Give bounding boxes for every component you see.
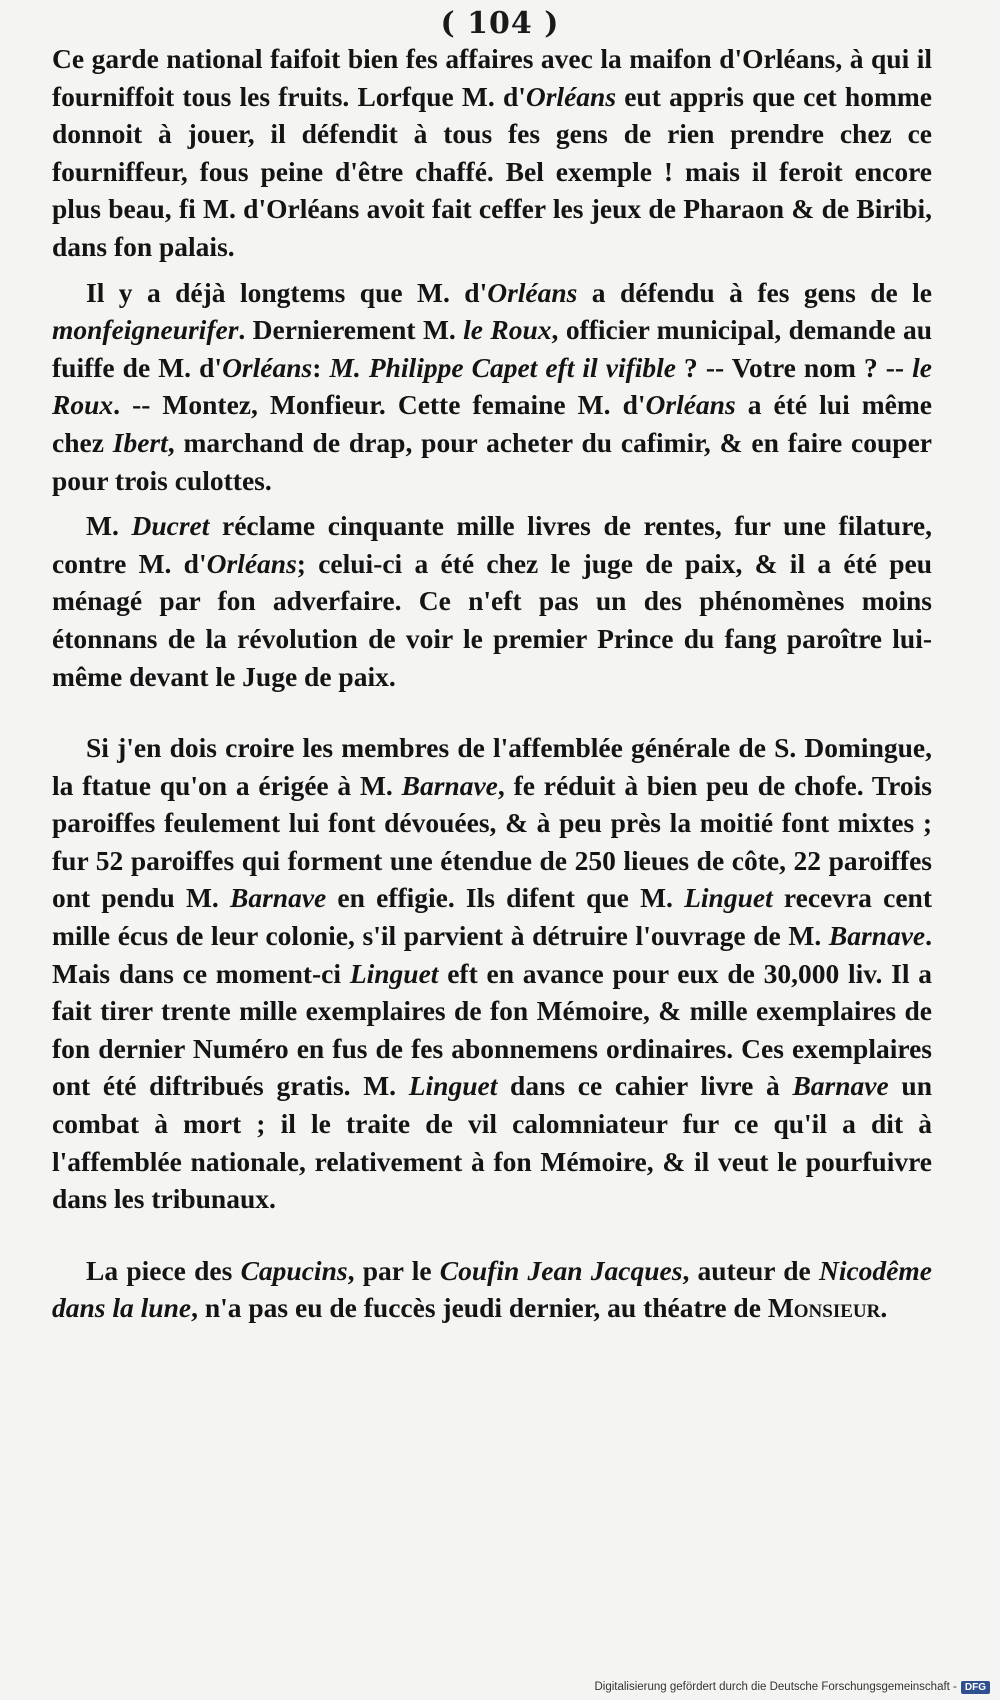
italic-run: Orléans bbox=[487, 276, 578, 308]
italic-run: Barnave bbox=[229, 882, 327, 914]
italic-run: Barnave bbox=[401, 769, 498, 801]
italic-run: Ibert bbox=[112, 426, 168, 458]
paragraph-3 bbox=[52, 507, 932, 695]
text-run: . Mais dans ce moment-ci bbox=[52, 920, 932, 989]
text-run: . bbox=[880, 1292, 888, 1324]
italic-run: Barnave bbox=[828, 920, 926, 952]
italic-run: le Roux bbox=[52, 351, 932, 421]
text-run: eut appris que cet homme donnoit à jouer, il défendit à tous fes gens de rien prendre chez ce fourniffeur, fous peine d'être chaffé. Bel exemple ! mais il feroit encore plus beau, fi M. d'Orléans avoit fait ceffer les jeux de Pharaon & de Biribi, dans fon palais. bbox=[52, 80, 932, 262]
text-run: eft en avance pour eux de 30,000 liv. Il a fait tirer trente mille exemplaires de fon Mémoire, & mille exemplaires de fon dernier Numéro en fus de fes abonnemens ordinaires. Ces exemplaires ont été diftribués gratis. M. bbox=[52, 957, 932, 1102]
text-run: Il y a déjà longtems que M. d' bbox=[86, 276, 488, 308]
text-run: . Dernierement M. bbox=[238, 314, 464, 346]
text-run: La piece des bbox=[86, 1254, 241, 1286]
footer-text: Digitalisierung gefördert durch die Deutsche Forschungsgemeinschaft - bbox=[594, 1681, 957, 1693]
italic-run: monfeigneurifer bbox=[52, 314, 239, 346]
spacer bbox=[52, 1218, 932, 1252]
text-run: Si j'en dois croire les membres de l'affemblée générale de S. Domingue, la ftatue qu'on a érigée à M. bbox=[52, 732, 932, 801]
text-run: , auteur de bbox=[682, 1254, 819, 1286]
text-run: M. bbox=[86, 510, 132, 542]
spacer bbox=[52, 266, 932, 274]
text-run: en effigie. Ils difent que M. bbox=[326, 882, 685, 914]
italic-run: Coufin Jean Jacques bbox=[439, 1254, 683, 1286]
italic-run: Ducret bbox=[131, 510, 210, 542]
page-number: ( 104 ) bbox=[440, 6, 560, 41]
italic-run: Linguet bbox=[349, 957, 439, 989]
paragraph-4 bbox=[52, 729, 932, 1218]
text-run: dans ce cahier livre à bbox=[497, 1070, 793, 1102]
text-body bbox=[52, 40, 932, 1327]
text-run: , marchand de drap, pour acheter du cafimir, & en faire couper pour trois culottes. bbox=[52, 426, 932, 496]
text-run: , n'a pas eu de fuccès jeudi dernier, au théatre de bbox=[191, 1292, 768, 1324]
text-run: Ce garde national faifoit bien fes affaires avec la maifon d'Orléans, à qui il fourniffoit tous les fruits. Lorfque M. d' bbox=[52, 43, 932, 112]
paragraph-5 bbox=[52, 1252, 932, 1327]
text-run: , fe réduit à bien peu de chofe. Trois paroiffes feulement lui font dévouées, & à peu près la moitié font mixtes ; fur 52 paroiffes qui forment une étendue de 250 lieues de côte, 22 paroiffes ont pendu M. bbox=[52, 769, 932, 914]
text-run: recevra cent mille écus de leur colonie, s'il parvient à détruire l'ouvrage de M. bbox=[52, 882, 932, 952]
text-run: Monsieur bbox=[767, 1292, 881, 1324]
italic-run: le Roux bbox=[463, 314, 552, 346]
italic-run: Linguet bbox=[684, 882, 773, 914]
italic-run: Capucins bbox=[240, 1254, 348, 1286]
text-run: , officier municipal, demande au fuiffe de M. d' bbox=[52, 314, 932, 383]
text-run: . -- Montez, Monfieur. Cette femaine M. d' bbox=[113, 389, 646, 421]
italic-run: M. Philippe Capet eft il vifible bbox=[329, 351, 676, 383]
text-run: a défendu à fes gens de le bbox=[577, 276, 932, 308]
dfg-logo: DFG bbox=[961, 1681, 990, 1694]
spacer bbox=[52, 499, 932, 507]
paragraph-1 bbox=[52, 40, 932, 266]
paragraph-2 bbox=[52, 274, 932, 500]
italic-run: Linguet bbox=[408, 1070, 498, 1102]
text-run: un combat à mort ; il le traite de vil calomniateur fur ce qu'il a dit à l'affemblée nationale, relativement à fon Mémoire, & il veut le pourfuivre dans les tribunaux. bbox=[52, 1070, 932, 1215]
italic-run: Orléans bbox=[222, 351, 313, 383]
digitization-credit bbox=[594, 1681, 990, 1694]
text-run: a été lui même chez bbox=[52, 389, 932, 458]
text-run: : bbox=[312, 351, 330, 383]
spacer bbox=[52, 695, 932, 729]
italic-run: Nicodême dans la lune bbox=[52, 1254, 932, 1324]
text-run: réclame cinquante mille livres de rentes, fur une filature, contre M. d' bbox=[52, 510, 932, 579]
text-run: ? -- Votre nom ? -- bbox=[675, 351, 913, 383]
text-run: ; celui-ci a été chez le juge de paix, & il a été peu ménagé par fon adverfaire. Ce n'eft pas un des phénomènes moins étonnans de la révolution de voir le premier Prince du fang paroître lui-même devant le Juge de paix. bbox=[52, 547, 932, 692]
italic-run: Orléans bbox=[206, 547, 297, 579]
italic-run: Barnave bbox=[792, 1070, 889, 1102]
italic-run: Orléans bbox=[645, 389, 736, 421]
italic-run: Orléans bbox=[525, 80, 617, 112]
text-run: , par le bbox=[347, 1254, 440, 1286]
